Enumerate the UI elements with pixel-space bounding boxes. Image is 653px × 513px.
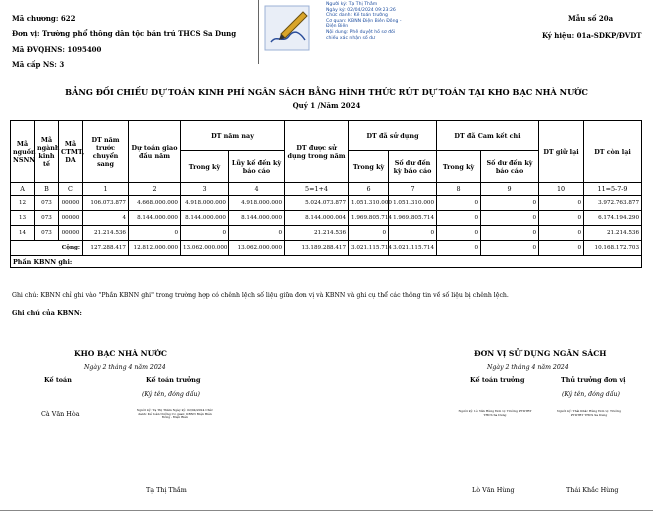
stamp-line: Cơ quan: KBNN Điện Biên Đông - Điện Biên <box>326 18 402 30</box>
cell: 13 <box>11 211 35 226</box>
cell: 4.918.000.000 <box>229 196 285 211</box>
cell: 0 <box>539 226 584 241</box>
left-date: Ngày 2 tháng 4 năm 2024 <box>84 364 166 371</box>
cell: 1.969.805.714 <box>349 211 389 226</box>
left-sign-note: (Ký tên, đóng dấu) <box>142 391 200 398</box>
cell: 8.144.000.004 <box>285 211 349 226</box>
cell: 073 <box>35 226 59 241</box>
header-dt-giu-lai: DT giữ lại <box>539 121 584 183</box>
index-cell: 3 <box>181 183 229 196</box>
cell: 0 <box>229 226 285 241</box>
cell: 1.051.310.000 <box>389 196 437 211</box>
cell: 0 <box>389 226 437 241</box>
cell: 0 <box>349 226 389 241</box>
header-luy-ke: Lũy kế đến kỳ báo cáo <box>229 151 285 183</box>
kbnn-note-row <box>11 256 642 268</box>
index-cell: 1 <box>83 183 129 196</box>
cell: 3.972.763.877 <box>584 196 642 211</box>
ma-chuong: Mã chương: 622 <box>12 14 76 23</box>
cell: 0 <box>437 211 481 226</box>
index-cell: 8 <box>437 183 481 196</box>
stamp-line: Chức danh: Kế toán trưởng <box>326 13 388 19</box>
header-ma-ctmt: Mã CTMT, DA <box>59 121 83 183</box>
left-digital-signature: Người ký: Tạ Thị Thắm Ngày ký: 02/04/2024 Chức danh: Kế toán trưởng Cơ quan: KBNN Điện Biên Đông - Điện Biên <box>136 408 214 420</box>
left-name1: Cà Văn Hòa <box>41 410 80 418</box>
right-org: ĐƠN VỊ SỬ DỤNG NGÂN SÁCH <box>474 349 607 358</box>
total-cell: 3.021.115.714 <box>389 241 437 256</box>
cell: 1.969.805.714 <box>389 211 437 226</box>
cell: 00000 <box>59 196 83 211</box>
cell: 0 <box>539 211 584 226</box>
cell: 21.214.536 <box>285 226 349 241</box>
cell: 8.144.000.000 <box>229 211 285 226</box>
cell: 14 <box>11 226 35 241</box>
header-dt-giao: Dự toán giao đầu năm <box>129 121 181 183</box>
table-row <box>11 211 642 226</box>
cell: 0 <box>129 226 181 241</box>
total-label: Cộng: <box>11 241 83 256</box>
cell: 00000 <box>59 226 83 241</box>
ghi-chu-kbnn: Ghi chú của KBNN: <box>12 309 82 317</box>
cell: 0 <box>481 196 539 211</box>
index-cell: B <box>35 183 59 196</box>
cell: 21.214.536 <box>584 226 642 241</box>
total-cell: 13.189.288.417 <box>285 241 349 256</box>
header-trong-ky: Trong kỳ <box>437 151 481 183</box>
index-cell: 4 <box>229 183 285 196</box>
total-cell: 3.021.115.714 <box>349 241 389 256</box>
cell: 0 <box>481 226 539 241</box>
page-subtitle: Quý 1 /Năm 2024 <box>292 101 361 110</box>
right-role1: Kế toán trưởng <box>470 376 525 384</box>
cell: 21.214.536 <box>83 226 129 241</box>
total-row <box>11 241 642 256</box>
total-cell: 0 <box>539 241 584 256</box>
right-digital-signature-1: Người ký: Lò Văn Hùng Đơn vị: Trường PTDTBT THCS Sa Dung <box>458 409 532 417</box>
index-cell: 7 <box>389 183 437 196</box>
cell: 0 <box>181 226 229 241</box>
left-org: KHO BẠC NHÀ NƯỚC <box>74 349 167 358</box>
cell: 0 <box>481 211 539 226</box>
stamp-text <box>326 2 408 41</box>
digital-signature-stamp <box>258 0 408 64</box>
total-cell: 0 <box>437 241 481 256</box>
cell: 073 <box>35 196 59 211</box>
right-digital-signature-2: Người ký: Thái Khắc Hùng Đơn vị: Trường PTDTBT THCS Sa Dung <box>556 409 622 417</box>
cell: 4 <box>83 211 129 226</box>
cell: 4.918.000.000 <box>181 196 229 211</box>
reconciliation-table <box>10 120 642 268</box>
header-ma-nguon: Mã nguồn NSNN <box>11 121 35 183</box>
table-row <box>11 226 642 241</box>
index-cell: 6 <box>349 183 389 196</box>
header-dt-da-su-dung: DT đã sử dụng <box>349 121 437 151</box>
signature-pen-icon <box>263 4 313 52</box>
index-cell: A <box>11 183 35 196</box>
page-title: BẢNG ĐỐI CHIẾU DỰ TOÁN KINH PHÍ NGÂN SÁCH BẰNG HÌNH THỨC RÚT DỰ TOÁN TẠI KHO BẠC NHÀ NƯỚC <box>65 87 588 97</box>
left-role2: Kế toán trưởng <box>146 376 201 384</box>
left-role1: Kế toán <box>44 376 72 384</box>
header-dt-nam-truoc: DT năm trước chuyển sang <box>83 121 129 183</box>
cell: 106.073.877 <box>83 196 129 211</box>
ma-dvqhns: Mã ĐVQHNS: 1095400 <box>12 45 102 54</box>
cell: 8.144.000.000 <box>129 211 181 226</box>
stamp-line: Nội dung: Phê duyệt hồ sơ đối chiếu xác nhận số dư <box>326 29 396 41</box>
total-cell: 13.062.000.000 <box>229 241 285 256</box>
header-dt-con-lai: DT còn lại <box>584 121 642 183</box>
page-bottom-rule <box>0 510 653 511</box>
don-vi: Đơn vị: Trường phổ thông dân tộc bán trú THCS Sa Dung <box>12 29 237 38</box>
stamp-line: Ngày ký: 02/04/2024 09:23:26 <box>326 7 396 13</box>
header-trong-ky: Trong kỳ <box>349 151 389 183</box>
ky-hieu: Ký hiệu: 01a-SDKP/ĐVDT <box>542 31 642 40</box>
total-cell: 12.812.000.000 <box>129 241 181 256</box>
ma-cap-ns: Mã cấp NS: 3 <box>12 60 65 69</box>
header-trong-ky: Trong kỳ <box>181 151 229 183</box>
header-dt-duoc-su-dung: DT được sử dụng trong năm <box>285 121 349 183</box>
cell: 8.144.000.000 <box>181 211 229 226</box>
index-cell: 2 <box>129 183 181 196</box>
cell: 1.051.310.000 <box>349 196 389 211</box>
left-name2: Tạ Thị Thắm <box>146 486 187 494</box>
index-row <box>11 183 642 196</box>
right-role2: Thủ trưởng đơn vị <box>561 376 626 384</box>
kbnn-note-label: Phần KBNN ghi: <box>11 256 642 268</box>
ghi-chu: Ghi chú: KBNN chỉ ghi vào "Phần KBNN ghi" trong trường hợp có chênh lệch số liệu giữa đơn vị và KBNN và ghi cụ thể các thông tin về số liệu bị chênh lệch. <box>12 292 509 299</box>
total-cell: 127.288.417 <box>83 241 129 256</box>
cell: 12 <box>11 196 35 211</box>
right-sign-note: (Ký tên, đóng dấu) <box>562 391 620 398</box>
cell: 0 <box>437 196 481 211</box>
right-name1: Lò Văn Hùng <box>472 486 515 494</box>
table-row <box>11 196 642 211</box>
total-cell: 13.062.000.000 <box>181 241 229 256</box>
cell: 4.668.000.000 <box>129 196 181 211</box>
right-name2: Thái Khắc Hùng <box>566 486 619 494</box>
total-cell: 0 <box>481 241 539 256</box>
stamp-line: Người ký: Tạ Thị Thắm <box>326 2 378 7</box>
index-cell: 5=1+4 <box>285 183 349 196</box>
header-ma-nganh: Mã ngành kinh tế <box>35 121 59 183</box>
index-cell: 10 <box>539 183 584 196</box>
index-cell: 9 <box>481 183 539 196</box>
header-so-du: Số dư đến kỳ báo cáo <box>481 151 539 183</box>
total-cell: 10.168.172.703 <box>584 241 642 256</box>
index-cell: 11=5-7-9 <box>584 183 642 196</box>
right-date: Ngày 2 tháng 4 năm 2024 <box>487 364 569 371</box>
cell: 00000 <box>59 211 83 226</box>
cell: 0 <box>539 196 584 211</box>
mau-so: Mẫu số 20a <box>568 14 614 23</box>
cell: 6.174.194.290 <box>584 211 642 226</box>
header-so-du: Số dư đến kỳ báo cáo <box>389 151 437 183</box>
header-dt-cam-ket: DT đã Cam kết chi <box>437 121 539 151</box>
index-cell: C <box>59 183 83 196</box>
cell: 0 <box>437 226 481 241</box>
cell: 5.024.073.877 <box>285 196 349 211</box>
header-dt-nam-nay: DT năm nay <box>181 121 285 151</box>
cell: 073 <box>35 211 59 226</box>
